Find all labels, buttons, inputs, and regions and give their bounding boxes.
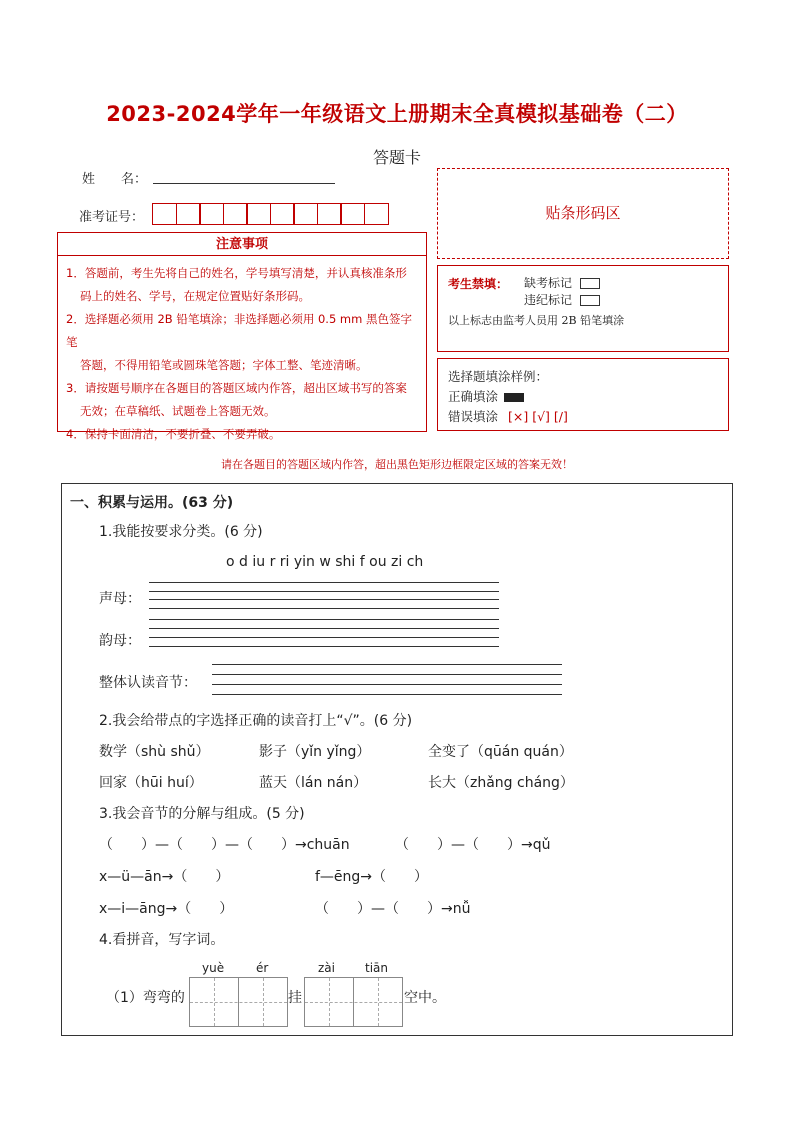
notes-line: 答题，不得用铅笔或圆珠笔答题；字体工整、笔迹清晰。 [80,358,368,372]
answer-line[interactable] [212,674,562,675]
exam-id-boxes[interactable] [152,203,387,227]
answer-line[interactable] [212,664,562,665]
q2-item: 影子（yǐn yǐng） [259,744,371,760]
finals-label: 韵母： [99,633,141,649]
forbidden-label: 考生禁填： [448,277,509,291]
q1-title: 1.我能按要求分类。(6 分) [99,524,263,540]
initials-label: 声母： [99,591,141,607]
q2-item: 蓝天（lán nán） [259,775,368,791]
writing-grid[interactable] [304,977,403,1027]
notes-line: 3．请按题号顺序在各题目的答题区域内作答，超出区域书写的答案 [66,381,407,395]
notes-line: 无效；在草稿纸、试题卷上答题无效。 [80,404,276,418]
answer-area-warning: 请在各题目的答题区域内作答，超出黑色矩形边框限定区域的答案无效！ [221,458,573,471]
q3-item: （ ）—（ ）→nǚ [315,901,471,917]
barcode-area [437,168,729,259]
violation-mark-box[interactable] [580,295,600,306]
answer-line[interactable] [149,619,499,620]
answer-line[interactable] [149,591,499,592]
answer-line[interactable] [149,628,499,629]
answer-line[interactable] [149,608,499,609]
forbidden-note: 以上标志由监考人员用 2B 铅笔填涂 [448,314,625,327]
notes-line: 1．答题前，考生先将自己的姓名，学号填写清楚，并认真核准条形 [66,266,407,280]
correct-label: 正确填涂 [448,389,499,404]
sample-label: 选择题填涂样例： [448,369,549,384]
q1-letters: o d iu r ri yin w shi f ou zi ch [226,554,424,570]
q2-item: 数学（shù shǔ） [99,744,210,760]
sample-box [437,358,729,431]
forbidden-box [437,265,729,352]
q3-item: x—ü—ān→（ ） [99,869,230,885]
answer-line[interactable] [149,637,499,638]
pinyin-label: zài [318,961,335,975]
q4-mid: 挂 [288,990,302,1006]
q3-item: （ ）—（ ）—（ ）→chuān [99,837,350,853]
notes-heading: 注意事项 [57,232,427,256]
answer-line[interactable] [149,646,499,647]
answer-line[interactable] [149,582,499,583]
wrong-label: 错误填涂 [448,409,499,424]
q3-title: 3.我会音节的分解与组成。(5 分) [99,806,305,822]
q4-title: 4.看拼音，写字词。 [99,932,225,948]
pinyin-label: tiān [365,961,388,975]
q4-prefix: （1）弯弯的 [106,990,185,1006]
notes-line: 2．选择题必须用 2B 铅笔填涂；非选择题必须用 0.5 mm 黑色签字笔 [66,312,412,349]
whole-syllable-label: 整体认读音节： [99,675,197,691]
q4-suffix: 空中。 [404,990,446,1006]
notes-line: 4．保持卡面清洁，不要折叠、不要弄破。 [66,427,281,441]
section-heading: 一、积累与运用。(63 分) [70,495,234,511]
q2-item: 全变了（qūán quán） [428,744,573,760]
notes-line: 码上的姓名、学号，在规定位置贴好条形码。 [80,289,310,303]
absent-mark-box[interactable] [580,278,600,289]
name-field[interactable] [153,183,335,184]
q3-item: （ ）—（ ）→qǔ [395,837,551,853]
barcode-label: 贴条形码区 [545,204,621,222]
violation-label: 违纪标记 [524,293,573,307]
notes-box [57,255,427,441]
answer-area [61,483,733,1036]
correct-fill-sample [504,393,524,402]
answer-line[interactable] [212,684,562,685]
answer-line[interactable] [212,694,562,695]
page-title: 2023-2024学年一年级语文上册期末全真模拟基础卷（二） [106,102,688,126]
q2-item: 回家（hūi huí） [99,775,203,791]
name-label: 姓 名： [82,172,148,187]
exam-id-label: 准考证号： [79,210,145,225]
pinyin-label: ér [256,961,269,975]
q2-title: 2.我会给带点的字选择正确的读音打上“√”。(6 分) [99,713,413,729]
q2-item: 长大（zhǎng cháng） [428,775,574,791]
answer-card-subtitle: 答题卡 [372,148,421,167]
q3-item: f—ēng→（ ） [315,869,429,885]
answer-line[interactable] [149,599,499,600]
wrong-marks: [×] [√] [/] [508,409,568,424]
writing-grid[interactable] [189,977,288,1027]
pinyin-label: yuè [202,961,225,975]
q3-item: x—i—āng→（ ） [99,901,234,917]
absent-label: 缺考标记 [524,276,573,290]
